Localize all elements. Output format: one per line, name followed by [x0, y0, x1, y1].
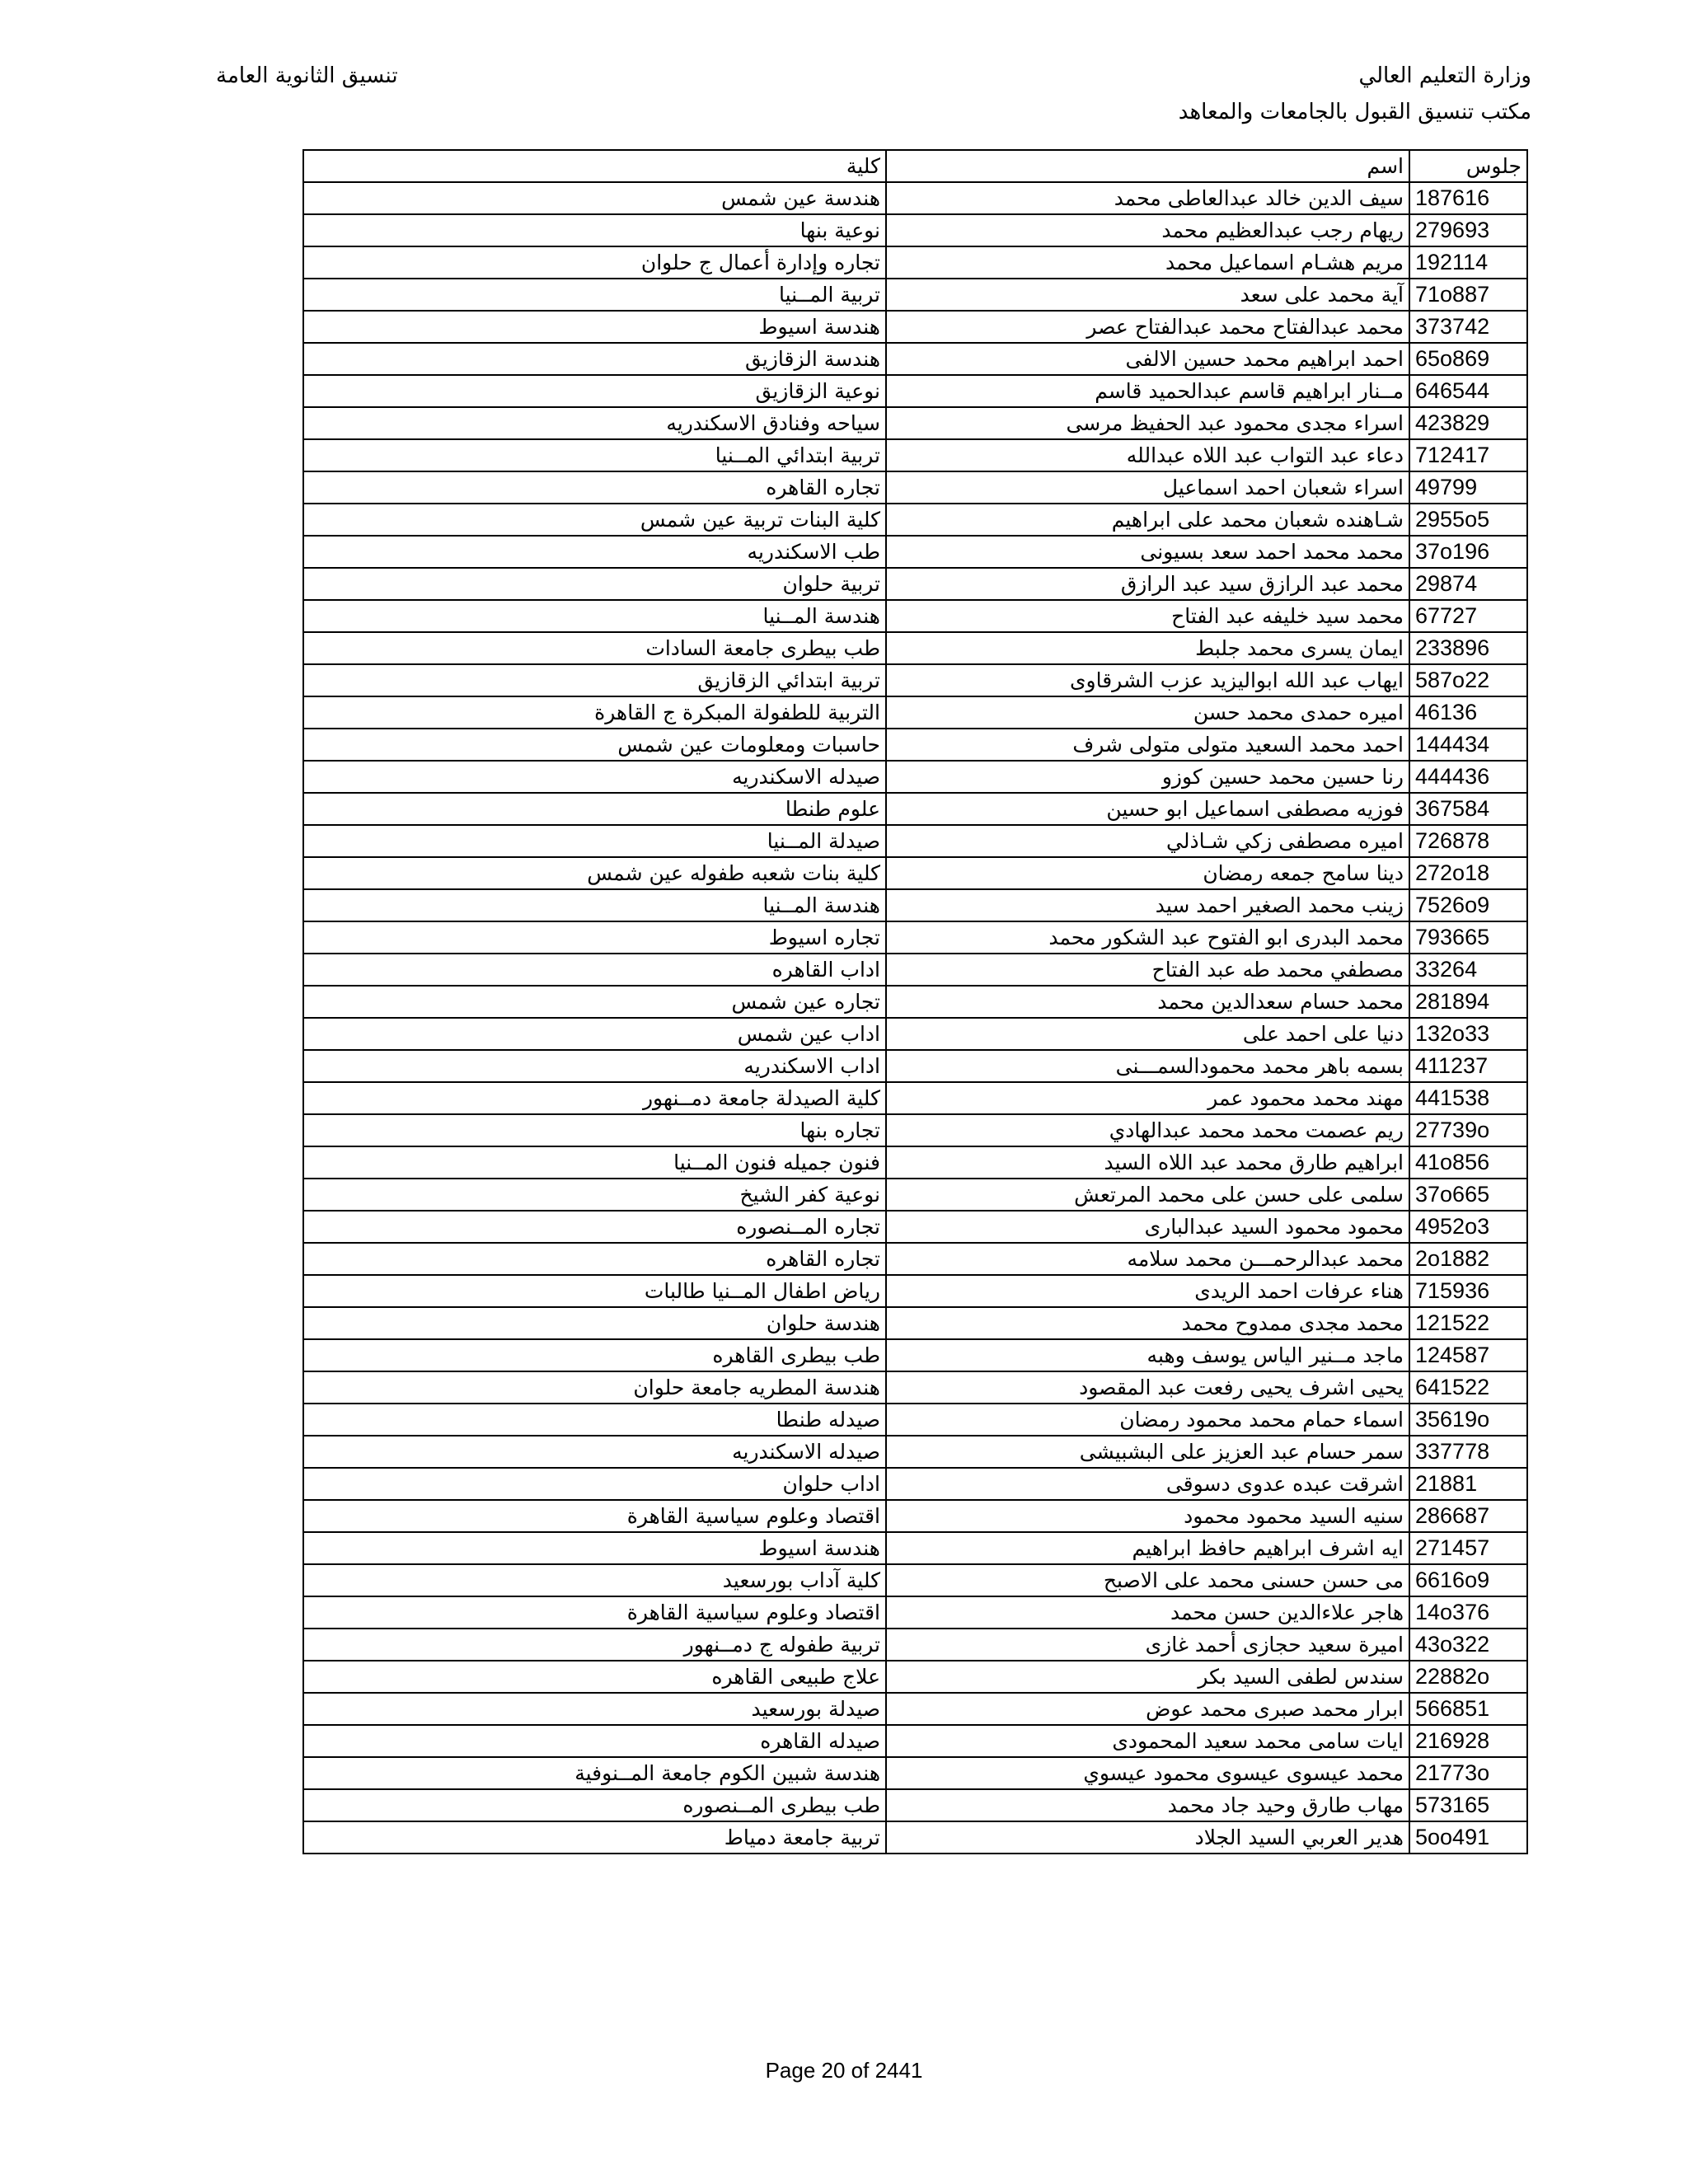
- college-cell: صيدلة بورسعيد: [303, 1693, 886, 1725]
- name-cell: اسماء حمام محمد محمود رمضان: [886, 1404, 1409, 1436]
- college-cell: تربية المــنيا: [303, 279, 886, 311]
- table-row: [303, 632, 1527, 664]
- college-cell: صيدله طنطا: [303, 1404, 886, 1436]
- table-row: [303, 214, 1527, 246]
- table-row: [303, 1275, 1527, 1307]
- table-row: [303, 1179, 1527, 1211]
- column-header-name: اسم: [886, 150, 1409, 182]
- table-row: [303, 343, 1527, 375]
- seat-cell: 144434: [1409, 729, 1527, 761]
- column-header-seat: جلوس: [1409, 150, 1527, 182]
- name-cell: سنيه السيد محمود محمود: [886, 1500, 1409, 1532]
- table-row: [303, 1821, 1527, 1854]
- seat-cell: 33264: [1409, 954, 1527, 986]
- table-row: [303, 1500, 1527, 1532]
- seat-cell: 587o22: [1409, 664, 1527, 696]
- seat-cell: 41o856: [1409, 1146, 1527, 1179]
- table-row: [303, 1564, 1527, 1596]
- name-cell: دعاء عبد التواب عبد اللاه عبدالله: [886, 439, 1409, 471]
- table-row: [303, 1114, 1527, 1146]
- college-cell: تجاره عين شمس: [303, 986, 886, 1018]
- college-cell: سياحه وفنادق الاسكندريه: [303, 407, 886, 439]
- seat-cell: 29874: [1409, 568, 1527, 600]
- name-cell: محمد محمد احمد سعد بسيونى: [886, 536, 1409, 568]
- seat-cell: 441538: [1409, 1082, 1527, 1114]
- name-cell: احمد محمد السعيد متولى متولى شرف: [886, 729, 1409, 761]
- college-cell: هندسة شبين الكوم جامعة المــنوفية: [303, 1757, 886, 1789]
- seat-cell: 21881: [1409, 1468, 1527, 1500]
- name-cell: زينب محمد الصغير احمد سيد: [886, 889, 1409, 921]
- seat-cell: 192114: [1409, 246, 1527, 279]
- college-cell: طب بيطرى المــنصوره: [303, 1789, 886, 1821]
- name-cell: مهاب طارق وحيد جاد محمد: [886, 1789, 1409, 1821]
- seat-cell: 411237: [1409, 1050, 1527, 1082]
- college-cell: اداب عين شمس: [303, 1018, 886, 1050]
- college-cell: كلية الصيدلة جامعة دمــنهور: [303, 1082, 886, 1114]
- seat-cell: 566851: [1409, 1693, 1527, 1725]
- seat-cell: 37o665: [1409, 1179, 1527, 1211]
- seat-cell: 272o18: [1409, 857, 1527, 889]
- college-cell: كلية بنات شعبه طفوله عين شمس: [303, 857, 886, 889]
- seat-cell: 43o322: [1409, 1629, 1527, 1661]
- table-row: [303, 889, 1527, 921]
- table-row: [303, 439, 1527, 471]
- results-table: [302, 149, 1528, 1854]
- seat-cell: 27739o: [1409, 1114, 1527, 1146]
- college-cell: التربية للطفولة المبكرة ج القاهرة: [303, 696, 886, 729]
- name-cell: فوزيه مصطفى اسماعيل ابو حسين: [886, 793, 1409, 825]
- seat-cell: 641522: [1409, 1371, 1527, 1404]
- page-header-right: [1179, 58, 1531, 130]
- table-row: [303, 857, 1527, 889]
- seat-cell: 233896: [1409, 632, 1527, 664]
- college-cell: نوعية الزقازيق: [303, 375, 886, 407]
- college-cell: اقتصاد وعلوم سياسية القاهرة: [303, 1500, 886, 1532]
- name-cell: محمد سيد خليفه عبد الفتاح: [886, 600, 1409, 632]
- seat-cell: 793665: [1409, 921, 1527, 954]
- name-cell: سيف الدين خالد عبدالعاطى محمد: [886, 182, 1409, 214]
- seat-cell: 726878: [1409, 825, 1527, 857]
- table-row: [303, 1532, 1527, 1564]
- seat-cell: 187616: [1409, 182, 1527, 214]
- name-cell: اميره حمدى محمد حسن: [886, 696, 1409, 729]
- name-cell: محمد عبد الرازق سيد عبد الرازق: [886, 568, 1409, 600]
- table-row: [303, 1693, 1527, 1725]
- seat-cell: 65o869: [1409, 343, 1527, 375]
- college-cell: طب بيطرى القاهره: [303, 1339, 886, 1371]
- college-cell: نوعية كفر الشيخ: [303, 1179, 886, 1211]
- name-cell: آية محمد على سعد: [886, 279, 1409, 311]
- table-row: [303, 1789, 1527, 1821]
- name-cell: سندس لطفى السيد بكر: [886, 1661, 1409, 1693]
- college-cell: علوم طنطا: [303, 793, 886, 825]
- table-row: [303, 1371, 1527, 1404]
- college-cell: تجاره القاهره: [303, 471, 886, 504]
- seat-cell: 49799: [1409, 471, 1527, 504]
- name-cell: ابرار محمد صبرى محمد عوض: [886, 1693, 1409, 1725]
- name-cell: هدير العربي السيد الجلاد: [886, 1821, 1409, 1854]
- seat-cell: 573165: [1409, 1789, 1527, 1821]
- seat-cell: 22882o: [1409, 1661, 1527, 1693]
- name-cell: ايمان يسرى محمد جلبط: [886, 632, 1409, 664]
- college-cell: فنون جميله فنون المــنيا: [303, 1146, 886, 1179]
- name-cell: احمد ابراهيم محمد حسين الالفى: [886, 343, 1409, 375]
- college-cell: صيدلة المــنيا: [303, 825, 886, 857]
- name-cell: مصطفي محمد طه عبد الفتاح: [886, 954, 1409, 986]
- name-cell: ايهاب عبد الله ابواليزيد عزب الشرقاوى: [886, 664, 1409, 696]
- name-cell: محمد مجدى ممدوح محمد: [886, 1307, 1409, 1339]
- college-cell: هندسة اسيوط: [303, 311, 886, 343]
- college-cell: علاج طبيعى القاهره: [303, 1661, 886, 1693]
- table-row: [303, 729, 1527, 761]
- table-row: [303, 246, 1527, 279]
- table-header-row: [303, 150, 1527, 182]
- table-row: [303, 1436, 1527, 1468]
- college-cell: تجاره اسيوط: [303, 921, 886, 954]
- seat-cell: 286687: [1409, 1500, 1527, 1532]
- name-cell: مهند محمد محمود عمر: [886, 1082, 1409, 1114]
- seat-cell: 2o1882: [1409, 1243, 1527, 1275]
- name-cell: بسمه باهر محمد محمودالسمـــنى: [886, 1050, 1409, 1082]
- college-cell: حاسبات ومعلومات عين شمس: [303, 729, 886, 761]
- college-cell: طب الاسكندريه: [303, 536, 886, 568]
- name-cell: هناء عرفات احمد الريدى: [886, 1275, 1409, 1307]
- seat-cell: 5oo491: [1409, 1821, 1527, 1854]
- college-cell: طب بيطرى جامعة السادات: [303, 632, 886, 664]
- table-row: [303, 1307, 1527, 1339]
- seat-cell: 67727: [1409, 600, 1527, 632]
- seat-cell: 444436: [1409, 761, 1527, 793]
- college-cell: تربية ابتدائي الزقازيق: [303, 664, 886, 696]
- name-cell: اسراء مجدى محمود عبد الحفيظ مرسى: [886, 407, 1409, 439]
- college-cell: هندسة المــنيا: [303, 600, 886, 632]
- name-cell: اميرة سعيد حجازى أحمد غازى: [886, 1629, 1409, 1661]
- seat-cell: 21773o: [1409, 1757, 1527, 1789]
- name-cell: سلمى على حسن على محمد المرتعش: [886, 1179, 1409, 1211]
- name-cell: سمر حسام عبد العزيز على البشبيشى: [886, 1436, 1409, 1468]
- table-row: [303, 1596, 1527, 1629]
- name-cell: دنيا على احمد على: [886, 1018, 1409, 1050]
- table-row: [303, 536, 1527, 568]
- name-cell: اميره مصطفى زكي شـاذلي: [886, 825, 1409, 857]
- table-row: [303, 1211, 1527, 1243]
- table-row: [303, 761, 1527, 793]
- table-row: [303, 471, 1527, 504]
- table-row: [303, 600, 1527, 632]
- seat-cell: 6616o9: [1409, 1564, 1527, 1596]
- name-cell: محمد البدرى ابو الفتوح عبد الشكور محمد: [886, 921, 1409, 954]
- table-row: [303, 921, 1527, 954]
- seat-cell: 37o196: [1409, 536, 1527, 568]
- table-row: [303, 664, 1527, 696]
- table-row: [303, 182, 1527, 214]
- table-row: [303, 825, 1527, 857]
- name-cell: يحيى اشرف يحيى رفعت عبد المقصود: [886, 1371, 1409, 1404]
- college-cell: اداب القاهره: [303, 954, 886, 986]
- table-row: [303, 1243, 1527, 1275]
- office-name: مكتب تنسيق القبول بالجامعات والمعاهد: [1178, 100, 1531, 124]
- seat-cell: 35619o: [1409, 1404, 1527, 1436]
- college-cell: اداب الاسكندريه: [303, 1050, 886, 1082]
- table-row: [303, 954, 1527, 986]
- seat-cell: 423829: [1409, 407, 1527, 439]
- table-row: [303, 279, 1527, 311]
- name-cell: اسراء شعبان احمد اسماعيل: [886, 471, 1409, 504]
- name-cell: محمد عبدالرحمـــن محمد سلامه: [886, 1243, 1409, 1275]
- college-cell: اقتصاد وعلوم سياسية القاهرة: [303, 1596, 886, 1629]
- seat-cell: 279693: [1409, 214, 1527, 246]
- college-cell: تربية طفوله ج دمــنهور: [303, 1629, 886, 1661]
- college-cell: كلية آداب بورسعيد: [303, 1564, 886, 1596]
- college-cell: تجاره وإدارة أعمال ج حلوان: [303, 246, 886, 279]
- seat-cell: 46136: [1409, 696, 1527, 729]
- table-row: [303, 407, 1527, 439]
- college-cell: كلية البنات تربية عين شمس: [303, 504, 886, 536]
- page-number: Page 20 of 2441: [765, 2058, 923, 2083]
- name-cell: ريهام رجب عبدالعظيم محمد: [886, 214, 1409, 246]
- table-row: [303, 1629, 1527, 1661]
- name-cell: محمد عيسوى عيسوى محمود عيسوي: [886, 1757, 1409, 1789]
- table-row: [303, 1050, 1527, 1082]
- table-row: [303, 1468, 1527, 1500]
- college-cell: هندسة المــنيا: [303, 889, 886, 921]
- college-cell: تربية ابتدائي المــنيا: [303, 439, 886, 471]
- seat-cell: 646544: [1409, 375, 1527, 407]
- seat-cell: 71o887: [1409, 279, 1527, 311]
- table-row: [303, 986, 1527, 1018]
- name-cell: محمد حسام سعدالدين محمد: [886, 986, 1409, 1018]
- name-cell: مــنار ابراهيم قاسم عبدالحميد قاسم: [886, 375, 1409, 407]
- college-cell: هندسة عين شمس: [303, 182, 886, 214]
- page-header-left: [216, 58, 398, 94]
- college-cell: تجاره المــنصوره: [303, 1211, 886, 1243]
- seat-cell: 367584: [1409, 793, 1527, 825]
- seat-cell: 712417: [1409, 439, 1527, 471]
- college-cell: اداب حلوان: [303, 1468, 886, 1500]
- college-cell: صيدله الاسكندريه: [303, 761, 886, 793]
- name-cell: مريم هشـام اسماعيل محمد: [886, 246, 1409, 279]
- college-cell: هندسة الزقازيق: [303, 343, 886, 375]
- name-cell: هاجر علاءالدين حسن محمد: [886, 1596, 1409, 1629]
- section-name: تنسيق الثانوية العامة: [216, 63, 398, 88]
- name-cell: ريم عصمت محمد محمد عبدالهادي: [886, 1114, 1409, 1146]
- table-row: [303, 375, 1527, 407]
- name-cell: ايه اشرف ابراهيم حافظ ابراهيم: [886, 1532, 1409, 1564]
- table-row: [303, 311, 1527, 343]
- column-header-college: كلية: [303, 150, 886, 182]
- college-cell: صيدله الاسكندريه: [303, 1436, 886, 1468]
- seat-cell: 216928: [1409, 1725, 1527, 1757]
- seat-cell: 124587: [1409, 1339, 1527, 1371]
- seat-cell: 121522: [1409, 1307, 1527, 1339]
- college-cell: رياض اطفال المــنيا طالبات: [303, 1275, 886, 1307]
- table-row: [303, 793, 1527, 825]
- table-row: [303, 1082, 1527, 1114]
- seat-cell: 715936: [1409, 1275, 1527, 1307]
- name-cell: رنا حسين محمد حسين كوزو: [886, 761, 1409, 793]
- table-row: [303, 696, 1527, 729]
- seat-cell: 2955o5: [1409, 504, 1527, 536]
- name-cell: ايات سامى محمد سعيد المحمودى: [886, 1725, 1409, 1757]
- seat-cell: 4952o3: [1409, 1211, 1527, 1243]
- table-row: [303, 1404, 1527, 1436]
- seat-cell: 337778: [1409, 1436, 1527, 1468]
- seat-cell: 132o33: [1409, 1018, 1527, 1050]
- seat-cell: 281894: [1409, 986, 1527, 1018]
- seat-cell: 7526o9: [1409, 889, 1527, 921]
- college-cell: تربية جامعة دمياط: [303, 1821, 886, 1854]
- college-cell: هندسة المطريه جامعة حلوان: [303, 1371, 886, 1404]
- name-cell: ماجد مــنير الياس يوسف وهبه: [886, 1339, 1409, 1371]
- table-row: [303, 504, 1527, 536]
- college-cell: تجاره بنها: [303, 1114, 886, 1146]
- college-cell: تربية حلوان: [303, 568, 886, 600]
- table-row: [303, 1725, 1527, 1757]
- name-cell: محمد عبدالفتاح محمد عبدالفتاح عصر: [886, 311, 1409, 343]
- table-row: [303, 1661, 1527, 1693]
- name-cell: دينا سامح جمعه رمضان: [886, 857, 1409, 889]
- seat-cell: 14o376: [1409, 1596, 1527, 1629]
- ministry-name: وزارة التعليم العالي: [1358, 63, 1531, 88]
- seat-cell: 271457: [1409, 1532, 1527, 1564]
- college-cell: تجاره القاهره: [303, 1243, 886, 1275]
- college-cell: هندسة اسيوط: [303, 1532, 886, 1564]
- name-cell: اشرقت عبده عدوى دسوقى: [886, 1468, 1409, 1500]
- table-row: [303, 568, 1527, 600]
- table-row: [303, 1018, 1527, 1050]
- name-cell: شـاهنده شعبان محمد على ابراهيم: [886, 504, 1409, 536]
- college-cell: نوعية بنها: [303, 214, 886, 246]
- name-cell: محمود محمود السيد عبدالبارى: [886, 1211, 1409, 1243]
- college-cell: صيدله القاهره: [303, 1725, 886, 1757]
- table-row: [303, 1146, 1527, 1179]
- name-cell: ابراهيم طارق محمد عبد اللاه السيد: [886, 1146, 1409, 1179]
- name-cell: مى حسن حسنى محمد على الاصبح: [886, 1564, 1409, 1596]
- table-row: [303, 1757, 1527, 1789]
- seat-cell: 373742: [1409, 311, 1527, 343]
- table-row: [303, 1339, 1527, 1371]
- college-cell: هندسة حلوان: [303, 1307, 886, 1339]
